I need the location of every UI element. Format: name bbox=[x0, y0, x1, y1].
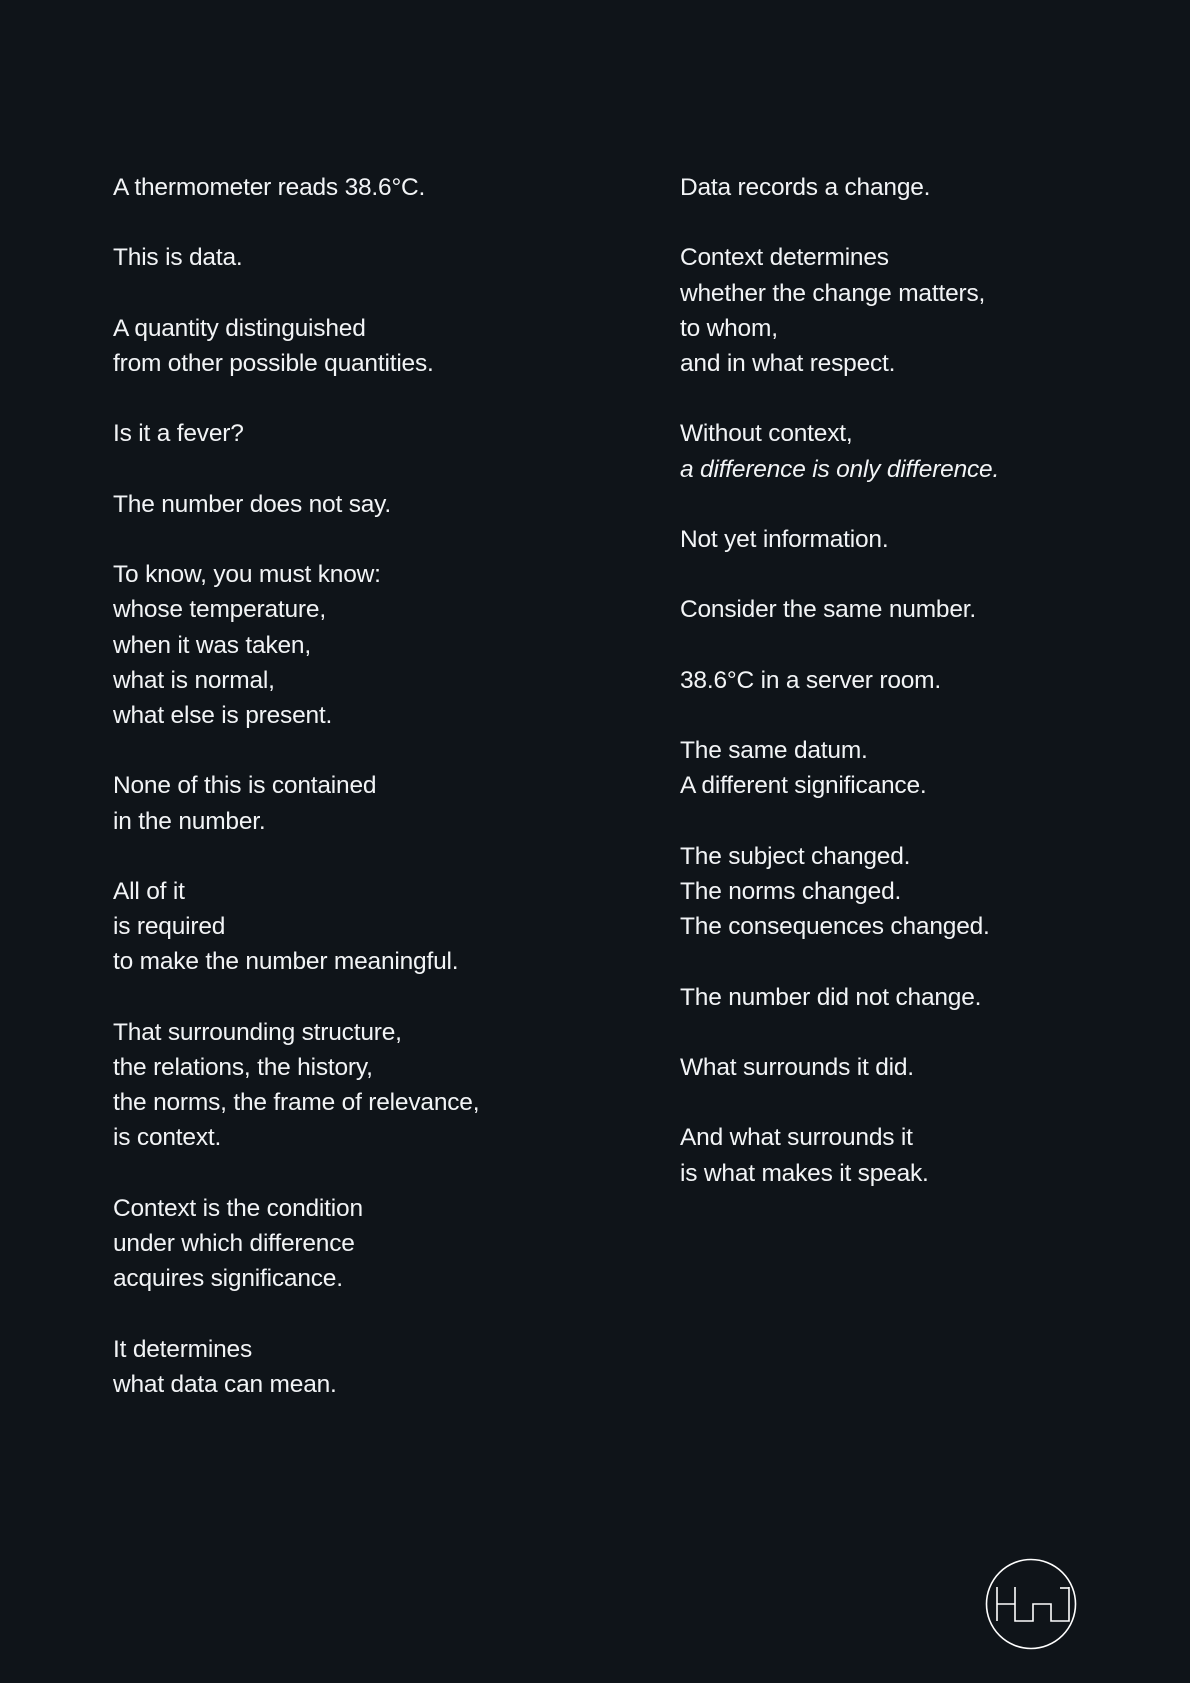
poem-line: The subject changed. bbox=[680, 842, 911, 870]
left-column-stanza bbox=[113, 311, 593, 381]
poem-line: Without context, bbox=[680, 420, 853, 448]
left-column-stanza bbox=[113, 1332, 593, 1402]
poem-line: acquires significance. bbox=[113, 1265, 343, 1293]
poem-line: The norms changed. bbox=[680, 877, 902, 905]
right-column-stanza bbox=[680, 1050, 1140, 1085]
poem-line: to whom, bbox=[680, 314, 778, 342]
poem-line: in the number. bbox=[113, 807, 266, 835]
left-column-stanza bbox=[113, 487, 593, 522]
poem-line: Context determines bbox=[680, 244, 889, 272]
hui-logo-icon bbox=[985, 1558, 1077, 1650]
poem-line: is context. bbox=[113, 1124, 222, 1152]
left-column bbox=[113, 170, 593, 1437]
right-column-stanza bbox=[680, 839, 1140, 945]
poem-line: The number does not say. bbox=[113, 490, 392, 518]
poem-line: whose temperature, bbox=[113, 596, 326, 624]
poem-line: whether the change matters, bbox=[680, 279, 986, 307]
left-column-stanza bbox=[113, 1191, 593, 1297]
poem-line: A different significance. bbox=[680, 772, 927, 800]
poem-line: the norms, the frame of relevance, bbox=[113, 1089, 480, 1117]
poem-line: All of it bbox=[113, 877, 185, 905]
poem-line: what is normal, bbox=[113, 666, 275, 694]
poem-line: A quantity distinguished bbox=[113, 314, 366, 342]
poem-line: Context is the condition bbox=[113, 1194, 363, 1222]
poem-line: To know, you must know: bbox=[113, 561, 381, 589]
poem-line: what data can mean. bbox=[113, 1370, 337, 1398]
poem-line: is what makes it speak. bbox=[680, 1159, 929, 1187]
poem-line: The number did not change. bbox=[680, 983, 982, 1011]
poem-line: when it was taken, bbox=[113, 631, 311, 659]
right-column bbox=[680, 170, 1140, 1226]
poem-line: The consequences changed. bbox=[680, 913, 990, 941]
left-column-stanza bbox=[113, 1015, 593, 1156]
poem-line: A thermometer reads 38.6°C. bbox=[113, 174, 426, 201]
poem-line: This is data. bbox=[113, 244, 243, 272]
poem-line: the relations, the history, bbox=[113, 1053, 373, 1081]
poem-line: is required bbox=[113, 913, 226, 941]
poem-line: 38.6°C in a server room. bbox=[680, 666, 941, 694]
left-column-stanza bbox=[113, 170, 593, 205]
left-column-stanza bbox=[113, 240, 593, 275]
right-column-stanza bbox=[680, 592, 1140, 627]
poem-line: to make the number meaningful. bbox=[113, 948, 459, 976]
poem-line: What surrounds it did. bbox=[680, 1053, 914, 1081]
poem-line: a difference is only difference. bbox=[680, 455, 1000, 483]
poem-line: None of this is contained bbox=[113, 772, 377, 800]
poem-line: Is it a fever? bbox=[113, 420, 244, 448]
right-column-stanza bbox=[680, 733, 1140, 803]
right-column-stanza bbox=[680, 240, 1140, 381]
right-column-stanza bbox=[680, 663, 1140, 698]
poem-line: what else is present. bbox=[113, 701, 333, 729]
poem-line: Consider the same number. bbox=[680, 596, 976, 624]
poem-line: It determines bbox=[113, 1335, 253, 1363]
left-column-stanza bbox=[113, 768, 593, 838]
right-column-stanza bbox=[680, 522, 1140, 557]
poem-line: Not yet information. bbox=[680, 525, 889, 553]
poem-line: under which difference bbox=[113, 1229, 355, 1257]
poem-line: The same datum. bbox=[680, 737, 868, 765]
poem-line: and in what respect. bbox=[680, 350, 896, 377]
poem-line: And what surrounds it bbox=[680, 1124, 913, 1152]
left-column-stanza bbox=[113, 557, 593, 733]
right-column-stanza bbox=[680, 980, 1140, 1015]
poem-line: That surrounding structure, bbox=[113, 1018, 402, 1046]
poem-line: from other possible quantities. bbox=[113, 349, 434, 377]
poem-line: Data records a change. bbox=[680, 174, 931, 201]
right-column-stanza bbox=[680, 1120, 1140, 1190]
right-column-stanza bbox=[680, 170, 1140, 205]
right-column-stanza bbox=[680, 416, 1140, 486]
left-column-stanza bbox=[113, 416, 593, 451]
left-column-stanza bbox=[113, 874, 593, 980]
